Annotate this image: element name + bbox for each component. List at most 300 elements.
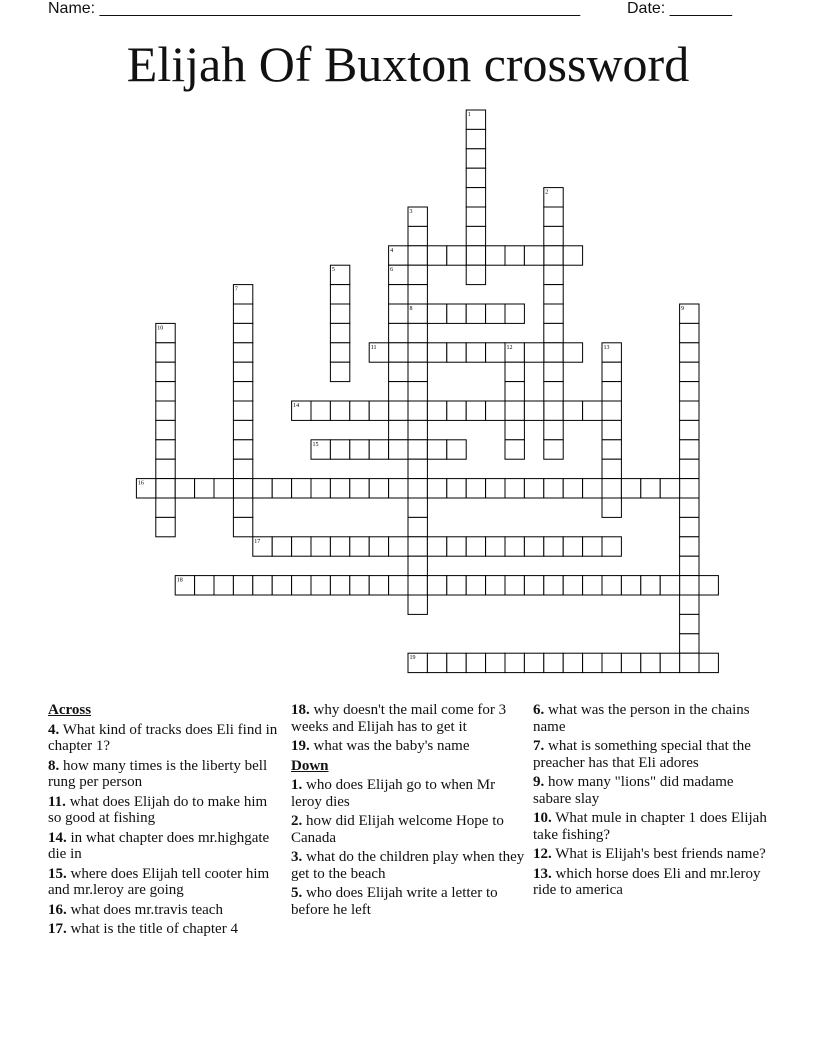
grid-cell[interactable]	[466, 129, 485, 148]
grid-cell[interactable]	[447, 246, 466, 265]
grid-cell[interactable]	[408, 517, 427, 536]
grid-cell[interactable]	[544, 401, 563, 420]
clue-text: what does Elijah do to make him so good at fishing	[48, 793, 268, 826]
grid-cell[interactable]	[680, 576, 699, 595]
grid-cell[interactable]	[156, 459, 175, 478]
clue-item	[291, 777, 526, 810]
grid-cell[interactable]	[369, 479, 388, 498]
grid-cell[interactable]	[408, 382, 427, 401]
grid-cell[interactable]	[466, 401, 485, 420]
grid-cell[interactable]	[486, 479, 505, 498]
grid-cell[interactable]	[583, 401, 602, 420]
clue-column-3	[533, 702, 768, 902]
grid-cell[interactable]	[408, 246, 427, 265]
grid-cell[interactable]	[233, 362, 252, 381]
clue-number-label: 9	[681, 306, 685, 312]
grid-cell[interactable]	[680, 401, 699, 420]
grid-cell[interactable]	[427, 246, 446, 265]
grid-cell[interactable]	[602, 498, 621, 517]
grid-cell[interactable]	[699, 653, 718, 672]
grid-cell[interactable]	[253, 479, 272, 498]
grid-cell[interactable]	[233, 498, 252, 517]
clue-number-label: 4	[390, 247, 394, 254]
grid-cell[interactable]	[583, 537, 602, 556]
grid-cell[interactable]	[505, 420, 524, 439]
grid-cell[interactable]	[486, 304, 505, 323]
clue-number: 9.	[533, 774, 545, 790]
grid-cell[interactable]	[544, 285, 563, 304]
clue-text: where does Elijah tell cooter him and mr.leroy are going	[48, 865, 270, 898]
clue-text: how did Elijah welcome Hope to Canada	[291, 813, 504, 846]
grid-cell[interactable]	[156, 440, 175, 459]
grid-cell[interactable]	[505, 440, 524, 459]
grid-cell[interactable]	[389, 362, 408, 381]
clue-item	[533, 810, 768, 843]
grid-cell[interactable]	[272, 576, 291, 595]
grid-cell[interactable]	[524, 479, 543, 498]
grid-cell[interactable]	[447, 343, 466, 362]
grid-cell[interactable]	[680, 556, 699, 575]
clue-item	[48, 794, 283, 827]
clue-item	[291, 738, 526, 755]
grid-cell[interactable]	[680, 323, 699, 342]
grid-cell[interactable]	[544, 653, 563, 672]
clue-number: 7.	[533, 738, 545, 754]
grid-cell[interactable]	[233, 517, 252, 536]
grid-cell[interactable]	[389, 285, 408, 304]
grid-cell[interactable]	[680, 537, 699, 556]
clue-item	[48, 866, 283, 899]
grid-cell[interactable]	[641, 479, 660, 498]
grid-cell[interactable]	[621, 653, 640, 672]
grid-cell[interactable]	[602, 459, 621, 478]
grid-cell[interactable]	[505, 537, 524, 556]
grid-cell[interactable]	[699, 576, 718, 595]
grid-cell[interactable]	[156, 498, 175, 517]
grid-cell[interactable]	[563, 653, 582, 672]
grid-cell[interactable]	[524, 343, 543, 362]
grid-cell[interactable]	[350, 401, 369, 420]
grid-cell[interactable]	[427, 479, 446, 498]
grid-cell[interactable]	[660, 653, 679, 672]
grid-cell[interactable]	[466, 343, 485, 362]
grid-cell[interactable]	[602, 440, 621, 459]
grid-cell[interactable]	[408, 401, 427, 420]
grid-cell[interactable]	[544, 420, 563, 439]
grid-cell[interactable]	[369, 537, 388, 556]
clue-number: 4.	[48, 721, 60, 738]
grid-cell[interactable]	[602, 382, 621, 401]
grid-cell[interactable]	[486, 246, 505, 265]
clue-text: what do the children play when they get to the beach	[291, 849, 525, 882]
grid-cell[interactable]	[447, 304, 466, 323]
clue-number: 2.	[291, 813, 303, 829]
clue-number-label: 15	[312, 441, 319, 448]
grid-cell[interactable]	[389, 323, 408, 342]
grid-cell[interactable]	[389, 304, 408, 323]
grid-cell[interactable]	[602, 362, 621, 381]
grid-cell[interactable]	[524, 537, 543, 556]
clue-text: what was the person in the chains name	[533, 702, 750, 735]
grid-cell[interactable]	[680, 479, 699, 498]
grid-cell[interactable]	[369, 576, 388, 595]
grid-cell[interactable]	[427, 343, 446, 362]
grid-cell[interactable]	[408, 285, 427, 304]
grid-cell[interactable]	[311, 479, 330, 498]
clue-number-label: 19	[409, 655, 416, 662]
clue-column-1	[48, 702, 283, 941]
clue-section-heading: Down	[291, 757, 329, 774]
grid-cell[interactable]	[466, 479, 485, 498]
clue-number-label: 16	[137, 480, 144, 487]
clue-number-label: 1	[467, 112, 471, 118]
grid-cell[interactable]	[505, 401, 524, 420]
grid-cell[interactable]	[272, 479, 291, 498]
page-title: Elijah Of Buxton crossword	[126, 36, 690, 92]
grid-cell[interactable]	[175, 479, 194, 498]
clue-text: how many times is the liberty bell rung per person	[48, 757, 268, 790]
grid-cell[interactable]	[486, 343, 505, 362]
clue-item	[533, 738, 768, 771]
grid-cell[interactable]	[233, 440, 252, 459]
grid-cell[interactable]	[350, 479, 369, 498]
grid-cell[interactable]	[156, 479, 175, 498]
clue-number-label: 14	[293, 403, 300, 409]
grid-cell[interactable]	[233, 304, 252, 323]
grid-cell[interactable]	[583, 576, 602, 595]
clue-item	[291, 885, 526, 918]
grid-cell[interactable]	[447, 537, 466, 556]
clue-number-label: 18	[176, 577, 183, 584]
clue-number-label: 17	[254, 538, 261, 545]
clue-text: who does Elijah write a letter to before he left	[291, 885, 498, 918]
grid-cell[interactable]	[447, 479, 466, 498]
date-line: Date: _______	[627, 0, 732, 17]
grid-cell[interactable]	[214, 576, 233, 595]
grid-cell[interactable]	[447, 576, 466, 595]
grid-cell[interactable]	[408, 595, 427, 614]
clue-number-label: 8	[409, 306, 413, 312]
clue-number: 5.	[291, 885, 303, 901]
grid-cell[interactable]	[427, 304, 446, 323]
grid-cell[interactable]	[389, 420, 408, 439]
grid-cell[interactable]	[602, 479, 621, 498]
clue-number: 17.	[48, 921, 67, 937]
grid-cell[interactable]	[583, 479, 602, 498]
grid-cell[interactable]	[466, 537, 485, 556]
grid-cell[interactable]	[680, 614, 699, 633]
grid-cell[interactable]	[233, 343, 252, 362]
grid-cell[interactable]	[408, 343, 427, 362]
grid-cell[interactable]	[408, 265, 427, 284]
grid-cell[interactable]	[680, 634, 699, 653]
grid-cell[interactable]	[253, 576, 272, 595]
grid-cell[interactable]	[156, 517, 175, 536]
grid-cell[interactable]	[505, 479, 524, 498]
grid-cell[interactable]	[466, 653, 485, 672]
clue-item	[291, 849, 526, 882]
grid-cell[interactable]	[292, 576, 311, 595]
grid-cell[interactable]	[408, 459, 427, 478]
grid-cell[interactable]	[447, 653, 466, 672]
clue-number-label: 3	[409, 209, 413, 215]
grid-cell[interactable]	[156, 343, 175, 362]
grid-cell[interactable]	[330, 304, 349, 323]
grid-cell[interactable]	[505, 382, 524, 401]
grid-cell[interactable]	[330, 479, 349, 498]
clue-number-label: 6	[390, 267, 394, 274]
clue-number: 3.	[291, 849, 303, 865]
grid-cell[interactable]	[466, 188, 485, 207]
grid-cell[interactable]	[156, 420, 175, 439]
grid-cell[interactable]	[563, 401, 582, 420]
clue-number-label: 2	[545, 189, 549, 196]
clue-text: what does mr.travis teach	[66, 901, 223, 918]
grid-cell[interactable]	[486, 653, 505, 672]
grid-cell[interactable]	[311, 576, 330, 595]
grid-cell[interactable]	[408, 537, 427, 556]
grid-cell[interactable]	[680, 653, 699, 672]
clue-item	[533, 774, 768, 807]
clue-number-label: 13	[603, 344, 610, 351]
grid-cell[interactable]	[466, 226, 485, 245]
grid-cell[interactable]	[408, 556, 427, 575]
clue-number: 12.	[533, 846, 552, 862]
grid-cell[interactable]	[680, 343, 699, 362]
grid-cell[interactable]	[660, 479, 679, 498]
clue-text: What is Elijah's best friends name?	[551, 846, 766, 862]
grid-cell[interactable]	[408, 226, 427, 245]
grid-cell[interactable]	[466, 207, 485, 226]
grid-cell[interactable]	[466, 168, 485, 187]
grid-cell[interactable]	[544, 343, 563, 362]
grid-cell[interactable]	[680, 440, 699, 459]
grid-cell[interactable]	[660, 576, 679, 595]
clue-section-heading: Across	[48, 702, 92, 718]
grid-cell[interactable]	[389, 479, 408, 498]
clue-item	[533, 702, 768, 735]
grid-cell[interactable]	[408, 576, 427, 595]
grid-cell[interactable]	[233, 382, 252, 401]
clue-number-label: 11	[370, 344, 377, 351]
grid-cell[interactable]	[408, 498, 427, 517]
grid-cell[interactable]	[330, 401, 349, 420]
grid-cell[interactable]	[311, 537, 330, 556]
clue-text: what was the baby's name	[309, 738, 470, 754]
grid-cell[interactable]	[563, 246, 582, 265]
grid-cell[interactable]	[233, 323, 252, 342]
clue-text: why doesn't the mail come for 3 weeks and Elijah has to get it	[291, 702, 507, 735]
grid-cell[interactable]	[544, 440, 563, 459]
grid-cell[interactable]	[524, 653, 543, 672]
grid-cell[interactable]	[311, 401, 330, 420]
grid-cell[interactable]	[466, 149, 485, 168]
grid-cell[interactable]	[563, 479, 582, 498]
grid-cell[interactable]	[544, 226, 563, 245]
grid-cell[interactable]	[524, 246, 543, 265]
clue-item	[291, 813, 526, 846]
grid-cell[interactable]	[602, 653, 621, 672]
grid-cell[interactable]	[641, 653, 660, 672]
grid-cell[interactable]	[408, 479, 427, 498]
grid-cell[interactable]	[156, 401, 175, 420]
grid-cell[interactable]	[330, 362, 349, 381]
clue-number: 16.	[48, 901, 67, 918]
grid-cell[interactable]	[466, 304, 485, 323]
grid-cell[interactable]	[486, 401, 505, 420]
grid-cell[interactable]	[466, 576, 485, 595]
grid-cell[interactable]	[447, 440, 466, 459]
grid-cell[interactable]	[680, 420, 699, 439]
grid-cell[interactable]	[524, 401, 543, 420]
clue-number: 11.	[48, 793, 66, 810]
grid-cell[interactable]	[583, 653, 602, 672]
grid-cell[interactable]	[272, 537, 291, 556]
clue-number: 19.	[291, 738, 310, 754]
grid-cell[interactable]	[156, 382, 175, 401]
grid-cell[interactable]	[602, 401, 621, 420]
grid-cell[interactable]	[350, 576, 369, 595]
grid-cell[interactable]	[408, 420, 427, 439]
grid-cell[interactable]	[680, 498, 699, 517]
grid-cell[interactable]	[292, 537, 311, 556]
grid-cell[interactable]	[330, 537, 349, 556]
grid-cell[interactable]	[486, 537, 505, 556]
grid-cell[interactable]	[233, 479, 252, 498]
grid-cell[interactable]	[369, 440, 388, 459]
grid-cell[interactable]	[389, 401, 408, 420]
grid-cell[interactable]	[544, 576, 563, 595]
grid-cell[interactable]	[544, 479, 563, 498]
clue-number-label: 10	[157, 325, 164, 332]
grid-cell[interactable]	[544, 246, 563, 265]
grid-cell[interactable]	[621, 479, 640, 498]
grid-cell[interactable]	[544, 265, 563, 284]
clue-text: what is something special that the preacher has that Eli adores	[533, 738, 751, 771]
grid-cell[interactable]	[389, 343, 408, 362]
grid-cell[interactable]	[524, 576, 543, 595]
grid-cell[interactable]	[505, 362, 524, 381]
clue-item	[533, 866, 768, 899]
clue-text: which horse does Eli and mr.leroy ride to america	[533, 865, 761, 898]
grid-cell[interactable]	[544, 304, 563, 323]
grid-cell[interactable]	[544, 323, 563, 342]
clue-text: what is the title of chapter 4	[66, 921, 238, 937]
grid-cell[interactable]	[680, 362, 699, 381]
clue-number: 13.	[533, 865, 552, 882]
clue-text: how many "lions" did madame sabare slay	[533, 774, 734, 807]
grid-cell[interactable]	[602, 537, 621, 556]
grid-cell[interactable]	[330, 440, 349, 459]
grid-cell[interactable]	[621, 576, 640, 595]
clue-item	[48, 830, 283, 863]
grid-cell[interactable]	[427, 401, 446, 420]
grid-cell[interactable]	[195, 576, 214, 595]
grid-cell[interactable]	[641, 576, 660, 595]
grid-cell[interactable]	[389, 537, 408, 556]
grid-cell[interactable]	[505, 304, 524, 323]
clue-number-label: 12	[506, 344, 513, 351]
clue-item	[291, 702, 526, 735]
clue-number-label: 5	[331, 267, 335, 274]
grid-cell[interactable]	[505, 576, 524, 595]
grid-cell[interactable]	[233, 420, 252, 439]
grid-cell[interactable]	[544, 382, 563, 401]
grid-cell[interactable]	[466, 246, 485, 265]
grid-cell[interactable]	[408, 362, 427, 381]
grid-cell[interactable]	[195, 479, 214, 498]
grid-cell[interactable]	[544, 207, 563, 226]
clue-number: 15.	[48, 865, 67, 882]
grid-cell[interactable]	[486, 576, 505, 595]
grid-cell[interactable]	[233, 576, 252, 595]
grid-cell[interactable]	[544, 362, 563, 381]
grid-cell[interactable]	[330, 576, 349, 595]
grid-cell[interactable]	[563, 576, 582, 595]
grid-cell[interactable]	[389, 440, 408, 459]
clue-text: in what chapter does mr.highgate die in	[48, 829, 270, 862]
clue-text: What mule in chapter 1 does Elijah take fishing?	[533, 810, 767, 843]
clue-number: 6.	[533, 702, 545, 718]
clue-number-label: 7	[234, 286, 238, 293]
grid-cell[interactable]	[466, 265, 485, 284]
grid-cell[interactable]	[602, 420, 621, 439]
clue-item	[48, 722, 283, 755]
grid-cell[interactable]	[544, 537, 563, 556]
clue-item	[48, 758, 283, 791]
grid-cell[interactable]	[563, 537, 582, 556]
grid-cell[interactable]	[602, 576, 621, 595]
grid-cell[interactable]	[408, 323, 427, 342]
grid-cell[interactable]	[427, 653, 446, 672]
grid-cell[interactable]	[389, 382, 408, 401]
clue-number: 10.	[533, 810, 552, 826]
grid-cell[interactable]	[447, 401, 466, 420]
clue-item	[48, 902, 283, 919]
grid-cell[interactable]	[680, 382, 699, 401]
grid-cell[interactable]	[214, 479, 233, 498]
grid-cell[interactable]	[389, 576, 408, 595]
grid-cell[interactable]	[350, 440, 369, 459]
grid-cell[interactable]	[233, 459, 252, 478]
grid-cell[interactable]	[408, 440, 427, 459]
grid-cell[interactable]	[330, 323, 349, 342]
grid-cell[interactable]	[427, 576, 446, 595]
grid-cell[interactable]	[330, 343, 349, 362]
grid-cell[interactable]	[680, 459, 699, 478]
grid-cell[interactable]	[563, 343, 582, 362]
grid-cell[interactable]	[680, 595, 699, 614]
grid-cell[interactable]	[292, 479, 311, 498]
clue-text: What kind of tracks does Eli find in chapter 1?	[48, 721, 278, 754]
clue-number: 18.	[291, 702, 310, 718]
grid-cell[interactable]	[369, 401, 388, 420]
grid-cell[interactable]	[680, 517, 699, 536]
clue-text: who does Elijah go to when Mr leroy dies	[291, 777, 496, 810]
clue-number: 8.	[48, 757, 60, 774]
grid-cell[interactable]	[350, 537, 369, 556]
clue-number: 14.	[48, 829, 67, 846]
grid-cell[interactable]	[233, 401, 252, 420]
grid-cell[interactable]	[427, 537, 446, 556]
clue-item	[48, 921, 283, 938]
grid-cell[interactable]	[427, 440, 446, 459]
grid-cell[interactable]	[505, 246, 524, 265]
grid-cell[interactable]	[505, 653, 524, 672]
clue-number: 1.	[291, 777, 303, 793]
grid-cell[interactable]	[156, 362, 175, 381]
grid-cell[interactable]	[330, 285, 349, 304]
